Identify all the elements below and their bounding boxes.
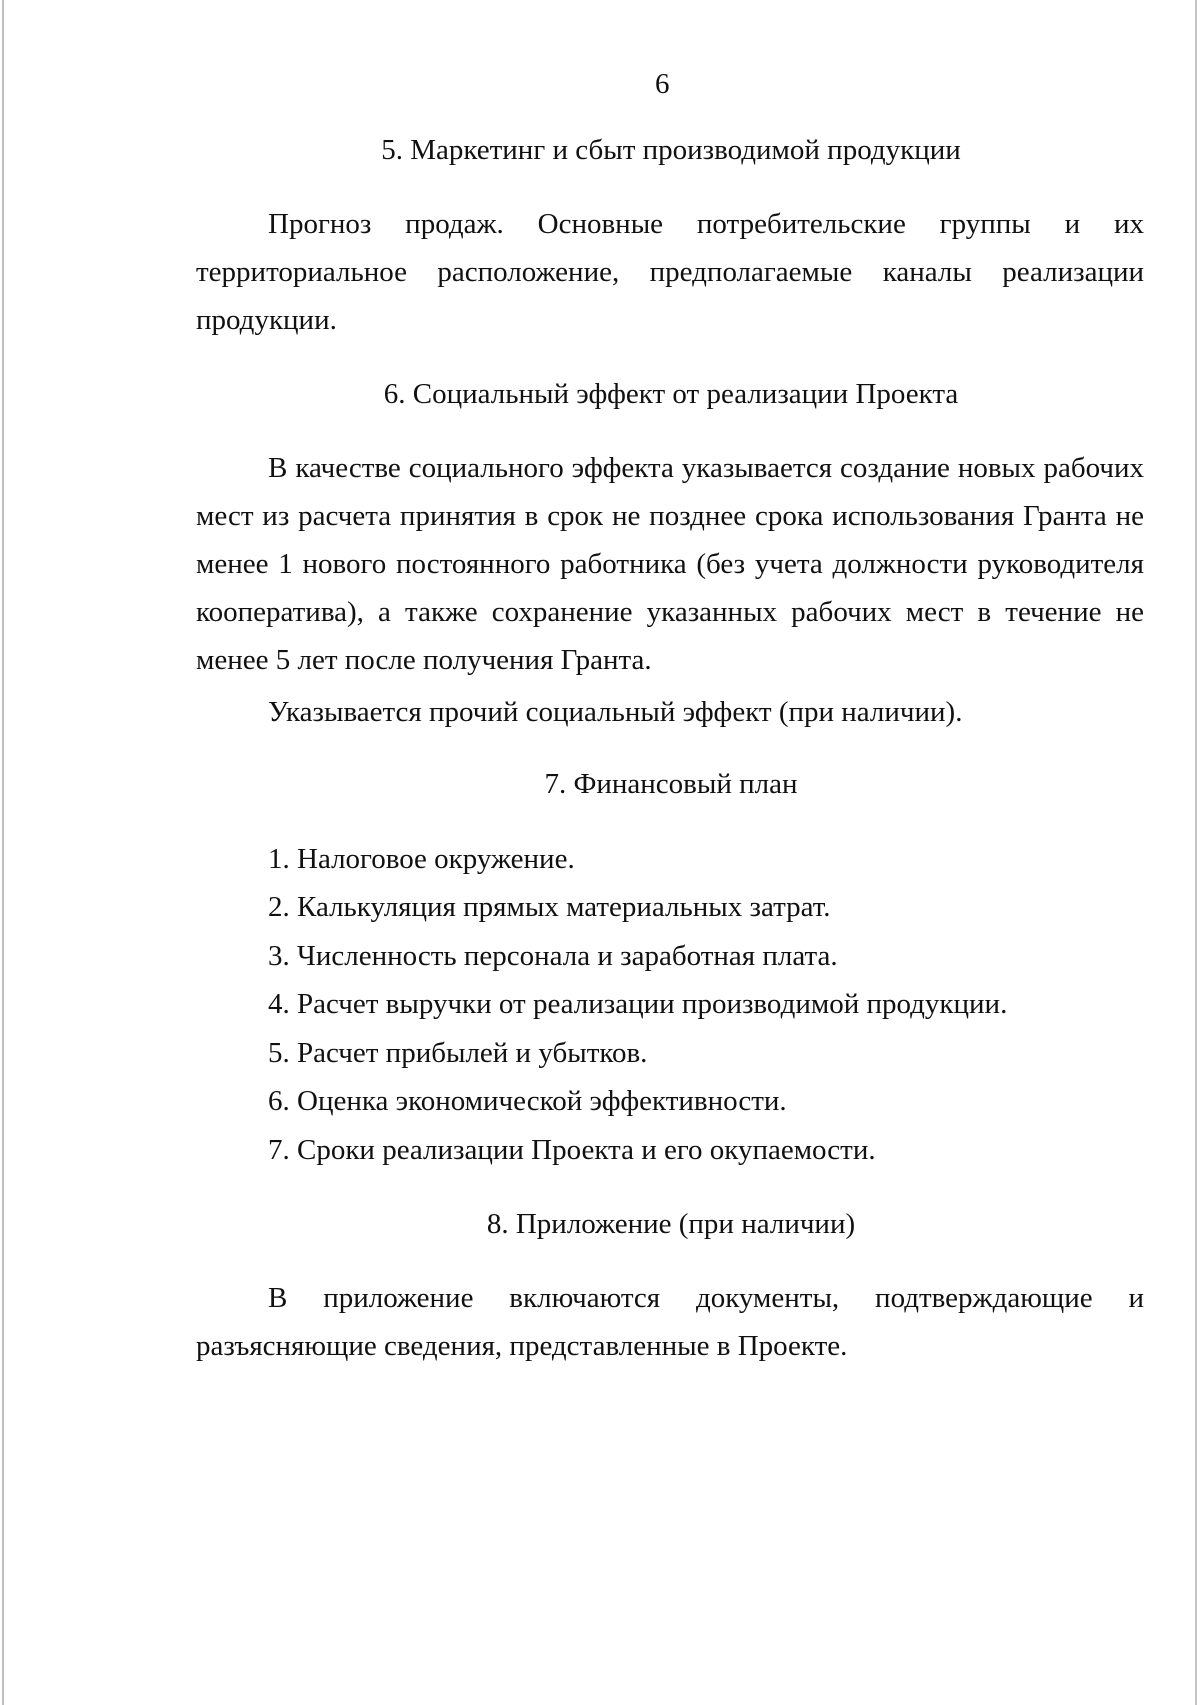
finance-item-4: 4. Расчет выручки от реализации производимой продукции.	[268, 988, 1008, 1020]
finance-item-2: 2. Калькуляция прямых материальных затрат.	[268, 891, 831, 923]
section-8-line-1: В приложение включаются документы, подтверждающие и	[268, 1282, 1144, 1314]
section-6-line-6: Указывается прочий социальный эффект (при наличии).	[268, 696, 963, 728]
scan-edge-left	[2, 0, 4, 1705]
finance-item-5: 5. Расчет прибылей и убытков.	[268, 1037, 648, 1069]
section-7-heading: 7. Финансовый план	[544, 768, 798, 800]
section-6-line-3: менее 1 нового постоянного работника (без учета должности руководителя	[196, 548, 1144, 580]
finance-item-3: 3. Численность персонала и заработная плата.	[268, 940, 838, 972]
scan-edge-right	[1195, 0, 1197, 1705]
section-8-heading: 8. Приложение (при наличии)	[486, 1208, 856, 1240]
section-6-line-5: менее 5 лет после получения Гранта.	[196, 644, 652, 676]
finance-item-6: 6. Оценка экономической эффективности.	[268, 1085, 787, 1117]
finance-item-1: 1. Налоговое окружение.	[268, 843, 575, 875]
section-5-line-1: Прогноз продаж. Основные потребительские группы и их	[268, 208, 1144, 240]
finance-item-7: 7. Сроки реализации Проекта и его окупаемости.	[268, 1134, 876, 1166]
page-number: 6	[655, 68, 670, 100]
section-5-heading: 5. Маркетинг и сбыт производимой продукции	[381, 134, 961, 166]
section-6-line-4: кооператива), а также сохранение указанных рабочих мест в течение не	[196, 596, 1144, 628]
section-6-line-2: мест из расчета принятия в срок не позднее срока использования Гранта не	[196, 500, 1144, 532]
section-5-line-3: продукции.	[196, 304, 337, 336]
section-6-line-1: В качестве социального эффекта указывается создание новых рабочих	[268, 452, 1144, 484]
section-6-heading: 6. Социальный эффект от реализации Проекта	[383, 378, 959, 410]
section-8-line-2: разъясняющие сведения, представленные в Проекте.	[196, 1330, 848, 1362]
section-5-line-2: территориальное расположение, предполагаемые каналы реализации	[196, 256, 1144, 288]
